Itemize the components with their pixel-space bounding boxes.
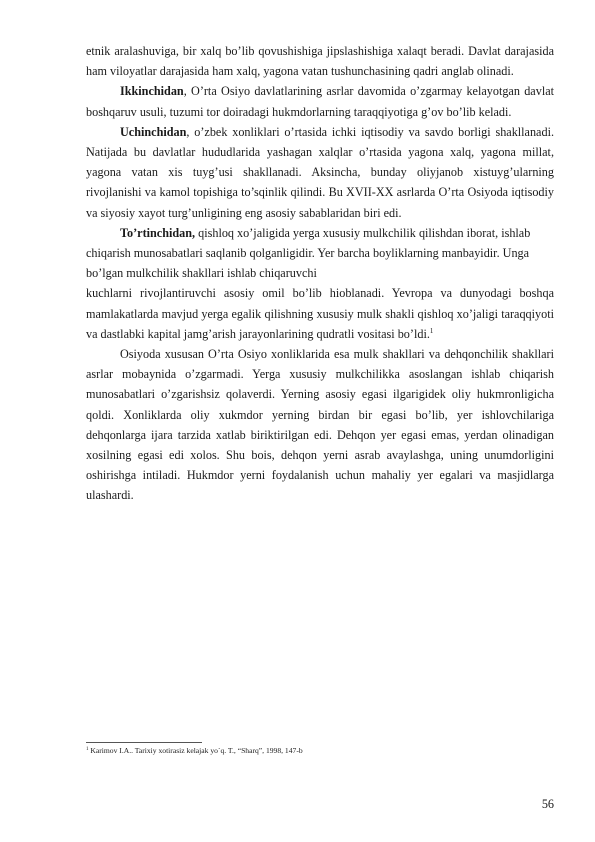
paragraph-tortinchidan [86,223,554,284]
paragraph-text: qishloq xo’jaligida yerga xususiy mulkchilik qilishdan iborat, ishlab chiqarish munosabatlari saqlanib qolganligidir. Yer barcha boyliklarning manbayidir. Unga bo’lgan mulkchilik shakllari ishlab chiqaruvchi [86,225,531,281]
body-text [86,41,554,506]
paragraph-continuation: etnik aralashuviga, bir xalq bo’lib qovushishiga jipslashishiga xalaqt beradi. Davlat darajasida ham viloyatlar darajasida ham xalq, yagona vatan tushunchasining qadri anglab olinadi. [86,44,554,79]
paragraph-lead-word: To’rtinchidan, [120,225,196,240]
paragraph-lead-word: Ikkinchidan [120,84,184,99]
footnote-text: Karimov I.A.. Tarixiy xotirasiz kelajak yo`q. T., “Sharq”, 1998, 147-b [88,746,303,755]
paragraph-text: kuchlarni rivojlantiruvchi asosiy omil bo’lib hioblanadi. Yevropa va dunyodagi boshqa mamlakatlarda mavjud yerga egalik qilishning xususiy mulk shakli qishloq xo’jaligi taraqqiyoti va dastlabki kapital jamg’arish jarayonlarining qudratli vositasi bo’ldi. [86,286,554,341]
paragraph-kuchlarni [86,283,554,344]
paragraph-lead-word: Uchinchidan [120,124,187,139]
page-number: 56 [541,797,554,811]
paragraph-text: , o’zbek xonliklari o’rtasida ichki iqtisodiy va savdo borligi shakllanadi. Natijada bu davlatlar hududlarida yashagan xalqlar o’rtasida yagona xalq, yagona millat, yagona vatan xis tuyg’usi shakllanadi. Aksincha, bunday oliyjanob xistuyg’ularning rivojlanishi va kamol topishiga to’sqinlik qilindi. Bu XVII-XX asrlarda O’rta Osiyoda iqtisodiy va siyosiy xayot turg’unligining eng asosiy sabablaridan biri edi. [86,124,554,220]
paragraph-uchinchidan [86,122,554,223]
paragraph-text: , O’rta Osiyo davlatlarining asrlar davomida o’zgarmay kelayotgan davlat boshqaruv usuli, tuzumi tor doiradagi hukmdorlarning taraqqiyotiga g’ov bo’lib keladi. [86,84,554,119]
footnote-reference[interactable]: 1 [429,326,434,335]
footnote-divider [86,742,202,743]
footnote-marker: 1 [86,747,89,752]
paragraph-ikkinchidan [86,81,554,121]
footnote [86,746,554,756]
paragraph-osiyoda: Osiyoda xususan O’rta Osiyo xonliklarida esa mulk shakllari va dehqonchilik shakllari asrlar mobaynida o’zgarmadi. Yerga xususiy mulkchilikka asoslangan ishlab chiqarish munosabatlari o’zgarishsiz qolaverdi. Yerning asosiy egasi ilgarigidek oliy hukmronligicha qoldi. Xonliklarda oliy xukmdor yerning birdan bir egasi bo’lib, yer ishlovchilariga dehqonlarga ijara tarzida xatlab biriktirilgan edi. Dehqon yer egasi emas, yerdan olinadigan xosilning egasi edi xolos. Shu bois, dehqon yerni asrab avaylashga, uning unumdorligini oshirishga intiladi. Hukmdor yerni foydalanish uchun mahaliy yer egalari va masjidlarga ulashardi. [86,347,554,503]
